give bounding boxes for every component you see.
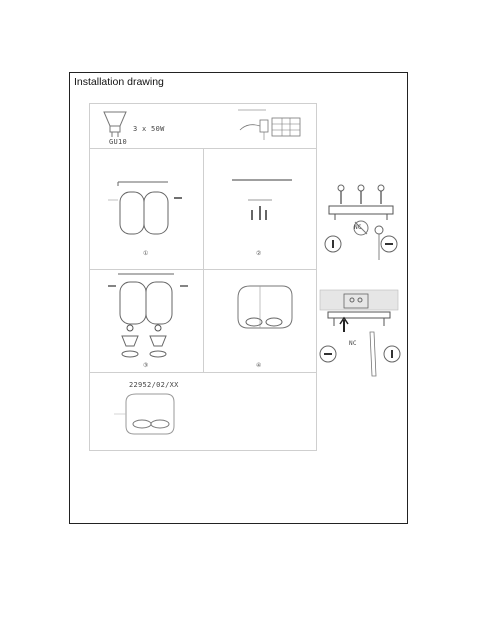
wiring-diagram (238, 108, 308, 144)
step4-assembled-drawing (232, 282, 296, 334)
product-code: 22952/02/XX (129, 381, 179, 389)
nc-label: NC (354, 224, 362, 231)
product-perspective-drawing (112, 392, 184, 440)
bulb-type-label: GU10 (109, 138, 128, 146)
step-number: ④ (256, 362, 262, 369)
ceiling-mount-detail-a (321, 180, 403, 266)
step-number: ① (143, 250, 149, 257)
step-number: ③ (143, 362, 149, 369)
step1-housing-drawing (108, 180, 190, 240)
sheet-divider (203, 148, 204, 372)
sheet-divider (90, 372, 316, 373)
step2-mounting-drawing (230, 176, 296, 226)
gu10-bulb-icon (100, 110, 130, 140)
nc-label: NC (349, 340, 357, 347)
installation-drawing-heading: Installation drawing (74, 76, 164, 88)
step-number: ② (256, 250, 262, 257)
step3-bulb-insertion-drawing (106, 272, 194, 362)
bulb-spec-label: 3 x 50W (133, 125, 165, 133)
ceiling-mount-detail-b (318, 288, 402, 380)
